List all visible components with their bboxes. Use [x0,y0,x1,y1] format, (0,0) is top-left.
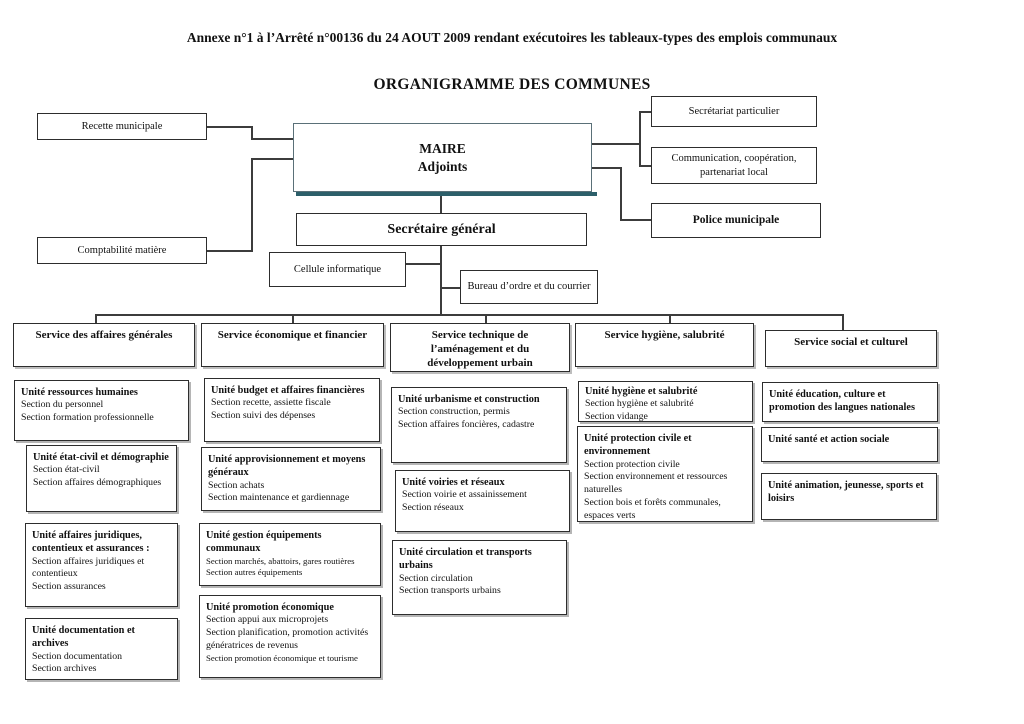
unit-section: Section réseaux [402,502,464,514]
unit-title: Unité protection civile et environnement [584,433,692,458]
unit-section: Section circulation [399,572,473,584]
unit-affaires-juridiques-box [25,523,178,607]
unit-title: Unité documentation et archives [32,625,135,650]
connector-line [292,314,294,323]
bureau-ordre-courrier-box: Bureau d’ordre et du courrier [460,270,598,304]
service-social-culturel-box: Service social et culturel [765,330,937,367]
unit-section: Section recette, assiette fiscale [211,397,331,409]
connector-line [620,167,622,219]
connector-line [440,246,442,316]
unit-section: Section environnement et ressources naturelles [584,471,728,496]
connector-line [639,111,651,113]
unit-section: Section vidange [585,411,648,423]
police-municipale-box: Police municipale [651,203,821,238]
chart-title: ORGANIGRAMME DES COMMUNES [373,76,651,93]
maire-label: MAIRE [419,140,466,156]
service-hygiene-salubrite-box: Service hygiène, salubrité [575,323,754,367]
connector-line [485,314,487,323]
unit-section: Section affaires juridiques et contentieux [32,555,145,580]
connector-line [592,167,620,169]
unit-section: Section voirie et assainissement [402,489,527,501]
unit-sante-action-sociale-box [761,427,938,462]
unit-section: Section marchés, abattoirs, gares routières [206,555,355,566]
unit-section: Section maintenance et gardiennage [208,492,350,504]
unit-section: Section planification, promotion activités génératrices de revenus [206,627,369,651]
unit-section: Section affaires démographiques [33,477,162,489]
unit-title: Unité affaires juridiques, contentieux et assurances : [32,530,150,555]
unit-section: Section documentation [32,650,123,662]
unit-section: Section protection civile [584,458,680,470]
service-technique-box: Service technique de l’aménagement et du développement urbain [390,323,570,372]
connector-line [251,158,253,252]
connector-line [592,143,639,145]
unit-title: Unité santé et action sociale [768,434,890,445]
unit-section: Section formation professionnelle [21,412,154,424]
unit-urbanisme-construction-box [391,387,567,463]
connector-line [669,314,671,323]
unit-section: Section suivi des dépenses [211,410,316,422]
unit-ressources-humaines-box [14,380,189,441]
page-title: Annexe n°1 à l’Arrêté n°00136 du 24 AOUT 2009 rendant exécutoires les tableaux-types des emplois communaux [186,30,838,45]
connector-line [251,138,293,140]
unit-title: Unité animation, jeunesse, sports et loisirs [768,480,924,505]
unit-section: Section hygiène et salubrité [585,398,694,410]
connector-line [406,263,440,265]
connector-line [95,314,97,323]
unit-gestion-equipements-communaux-box [199,523,381,586]
recette-municipale-box: Recette municipale [37,113,207,140]
service-economique-financier-box: Service économique et financier [201,323,384,367]
unit-documentation-archives-box [25,618,178,680]
unit-title: Unité état-civil et démographie [33,452,169,463]
unit-section: Section état-civil [33,464,100,476]
unit-title: Unité promotion économique [206,602,334,613]
unit-section: Section bois et forêts communales, espaces verts [584,496,721,521]
unit-section: Section affaires foncières, cadastre [398,419,535,431]
connector-line [207,126,251,128]
secretaire-general-box: Secrétaire général [296,213,587,246]
unit-title: Unité gestion équipements communaux [206,530,322,555]
connector-trunk-line [95,314,844,316]
communication-cooperation-box: Communication, coopération, partenariat local [651,147,817,184]
unit-title: Unité voiries et réseaux [402,477,505,488]
service-affaires-generales-box: Service des affaires générales [13,323,195,367]
unit-section: Section assurances [32,581,106,593]
unit-education-culture-box [762,382,938,422]
adjoints-label: Adjoints [417,158,468,174]
connector-line [440,196,442,213]
connector-line [251,158,293,160]
unit-etat-civil-demographie-box [26,445,177,512]
unit-approvisionnement-moyens-generaux-box [201,447,381,511]
connector-line [639,165,651,167]
unit-title: Unité hygiène et salubrité [585,386,698,397]
unit-section: Section construction, permis [398,406,510,418]
secretariat-particulier-box: Secrétariat particulier [651,96,817,127]
unit-promotion-economique-box [199,595,381,678]
unit-voiries-reseaux-box [395,470,570,532]
unit-title: Unité approvisionnement et moyens généraux [208,454,366,479]
unit-hygiene-salubrite-box [578,381,753,422]
unit-section: Section archives [32,663,97,675]
connector-line [207,250,251,252]
unit-animation-jeunesse-box [761,473,937,520]
connector-line [639,111,641,167]
unit-section: Section promotion économique et tourisme [206,652,358,663]
unit-title: Unité circulation et transports urbains [399,547,532,572]
unit-section: Section autres équipements [206,567,303,578]
connector-line [842,314,844,330]
connector-line [440,287,460,289]
unit-title: Unité urbanisme et construction [398,394,540,405]
unit-title: Unité éducation, culture et promotion des langues nationales [769,389,915,414]
unit-protection-civile-environnement-box [577,426,753,522]
cellule-informatique-box: Cellule informatique [269,252,406,287]
unit-section: Section appui aux microprojets [206,614,329,626]
unit-title: Unité ressources humaines [21,387,138,398]
connector-line [620,219,651,221]
unit-circulation-transports-box [392,540,567,615]
comptabilite-matiere-box: Comptabilité matière [37,237,207,264]
unit-section: Section transports urbains [399,585,501,597]
unit-budget-affaires-financieres-box [204,378,380,442]
maire-box [293,123,592,192]
unit-title: Unité budget et affaires financières [211,385,365,396]
unit-section: Section achats [208,479,265,491]
unit-section: Section du personnel [21,399,104,411]
maire-box-shadow [296,192,597,196]
